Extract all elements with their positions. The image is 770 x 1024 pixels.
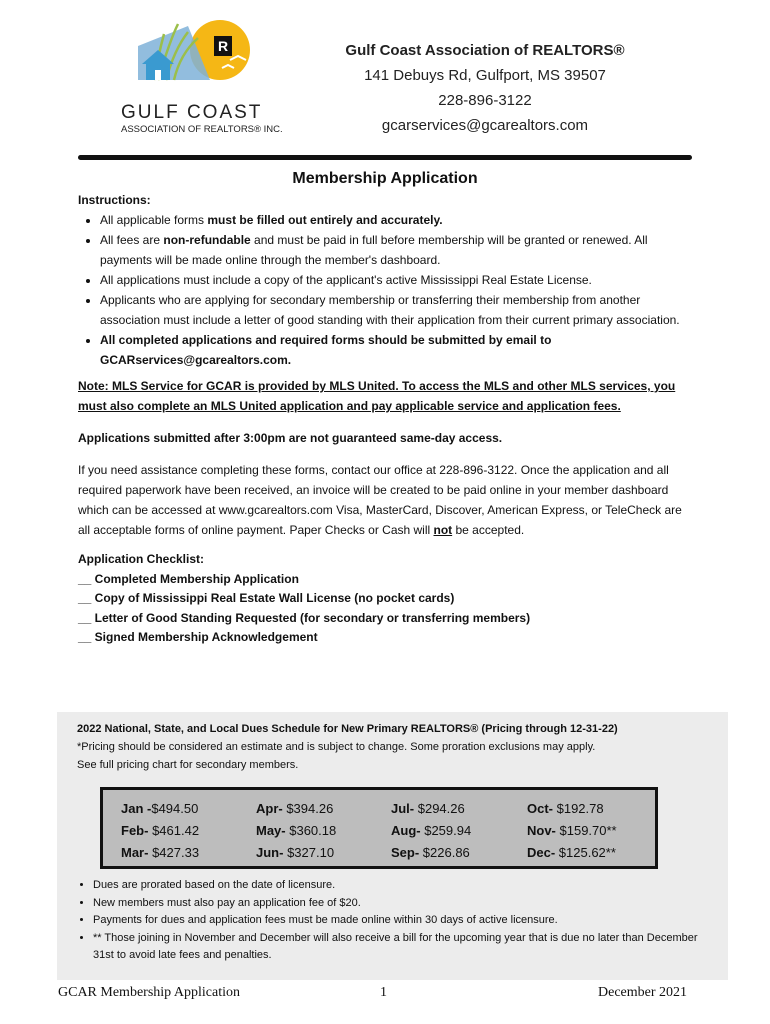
schedule-column: [256, 798, 336, 864]
list-item: • ** Those joining in November and December will also receive a bill for the upcoming year that is due no later than December 31st to avoid late fees and penalties.: [93, 930, 717, 965]
dues-header: [77, 720, 717, 774]
mls-note: Note: MLS Service for GCAR is provided by MLS United. To access the MLS and other MLS services, you must also complete an MLS United application and pay applicable service and application fees.: [78, 379, 676, 413]
list-item: • All fees are non-refundable and must be paid in full before membership will be granted or renewed. All payments will be made online through the member's dashboard.: [100, 230, 694, 270]
dues-schedule-table: [100, 787, 658, 869]
dues-estimate-note: *Pricing should be considered an estimate and is subject to change. Some proration exclusions may apply.: [77, 741, 596, 753]
logo-graphic: [118, 20, 276, 102]
page-number: 1: [380, 985, 387, 1000]
late-access-note: Applications submitted after 3:00pm are not guaranteed same-day access.: [78, 431, 503, 445]
realtor-badge-icon: R: [214, 36, 232, 56]
gcar-logo: [118, 20, 283, 142]
checklist-heading: Application Checklist:: [78, 552, 205, 566]
checklist-item: __ Signed Membership Acknowledgement: [78, 630, 318, 644]
application-checklist: [78, 550, 694, 648]
list-item: • All applicable forms must be filled out entirely and accurately.: [100, 210, 694, 230]
assistance-paragraph: If you need assistance completing these forms, contact our office at 228-896-3122. Once the application and all required paperwork have been received, an invoice will be created to be paid online in your member dashboard which can be accessed at www.gcarealtors.com Visa, MasterCard, Discover, American Express, or TeleCheck are all acceptable forms of online payment. Paper Checks or Cash will not be accepted.: [78, 463, 682, 537]
logo-subtitle: ASSOCIATION OF REALTORS® INC.: [121, 124, 283, 135]
list-item: • All applications must include a copy of the applicant's active Mississippi Real Estate License.: [100, 270, 694, 290]
logo-name: GULF COAST: [121, 102, 263, 123]
footer-title: GCAR Membership Application: [58, 985, 240, 1000]
dues-heading: 2022 National, State, and Local Dues Schedule for New Primary REALTORS® (Pricing through 12-31-22): [77, 723, 618, 735]
schedule-entry: Nov- $159.70**: [527, 823, 617, 838]
list-item: • Applicants who are applying for secondary membership or transferring their membership from another association must include a letter of good standing with their application from their current primary association.: [100, 290, 694, 330]
schedule-column: [391, 798, 471, 864]
schedule-entry: Feb- $461.42: [121, 823, 200, 838]
dues-secondary-note: See full pricing chart for secondary members.: [77, 759, 299, 771]
org-phone: 228-896-3122: [438, 92, 532, 109]
checklist-item: __ Letter of Good Standing Requested (for secondary or transferring members): [78, 610, 531, 625]
list-item: • Dues are prorated based on the date of licensure.: [93, 877, 717, 895]
schedule-column: [121, 798, 199, 864]
schedule-entry: Apr- $394.26: [256, 801, 334, 816]
header-rule: [78, 155, 692, 160]
schedule-entry: Aug- $259.94: [391, 823, 472, 838]
list-item: • All completed applications and required forms should be submitted by email to GCARservices@gcarealtors.com.: [100, 330, 694, 370]
instructions-list: [78, 210, 694, 370]
schedule-entry: Jul- $294.26: [391, 801, 465, 816]
schedule-entry: Sep- $226.86: [391, 845, 470, 860]
org-header: [320, 38, 650, 138]
checklist-item: __ Copy of Mississippi Real Estate Wall License (no pocket cards): [78, 591, 455, 605]
org-address: 141 Debuys Rd, Gulfport, MS 39507: [364, 67, 606, 84]
schedule-entry: Oct- $192.78: [527, 801, 604, 816]
schedule-entry: Jun- $327.10: [256, 845, 335, 860]
list-item: • New members must also pay an application fee of $20.: [93, 895, 717, 913]
schedule-entry: Mar- $427.33: [121, 845, 200, 860]
schedule-entry: Jan -$494.50: [121, 801, 199, 816]
checklist-item: __ Completed Membership Application: [78, 571, 299, 586]
org-name: Gulf Coast Association of REALTORS®: [345, 42, 625, 59]
instructions-section: [78, 190, 694, 648]
schedule-column: [527, 798, 617, 864]
dues-notes: [77, 877, 717, 965]
instructions-heading: Instructions:: [78, 193, 151, 207]
org-email: gcarservices@gcarealtors.com: [381, 117, 589, 134]
footer-date: December 2021: [598, 985, 688, 1000]
schedule-entry: May- $360.18: [256, 823, 337, 838]
list-item: • Payments for dues and application fees must be made online within 30 days of active licensure.: [93, 912, 717, 930]
schedule-entry: Dec- $125.62**: [527, 845, 616, 860]
page-title: Membership Application: [292, 170, 478, 187]
